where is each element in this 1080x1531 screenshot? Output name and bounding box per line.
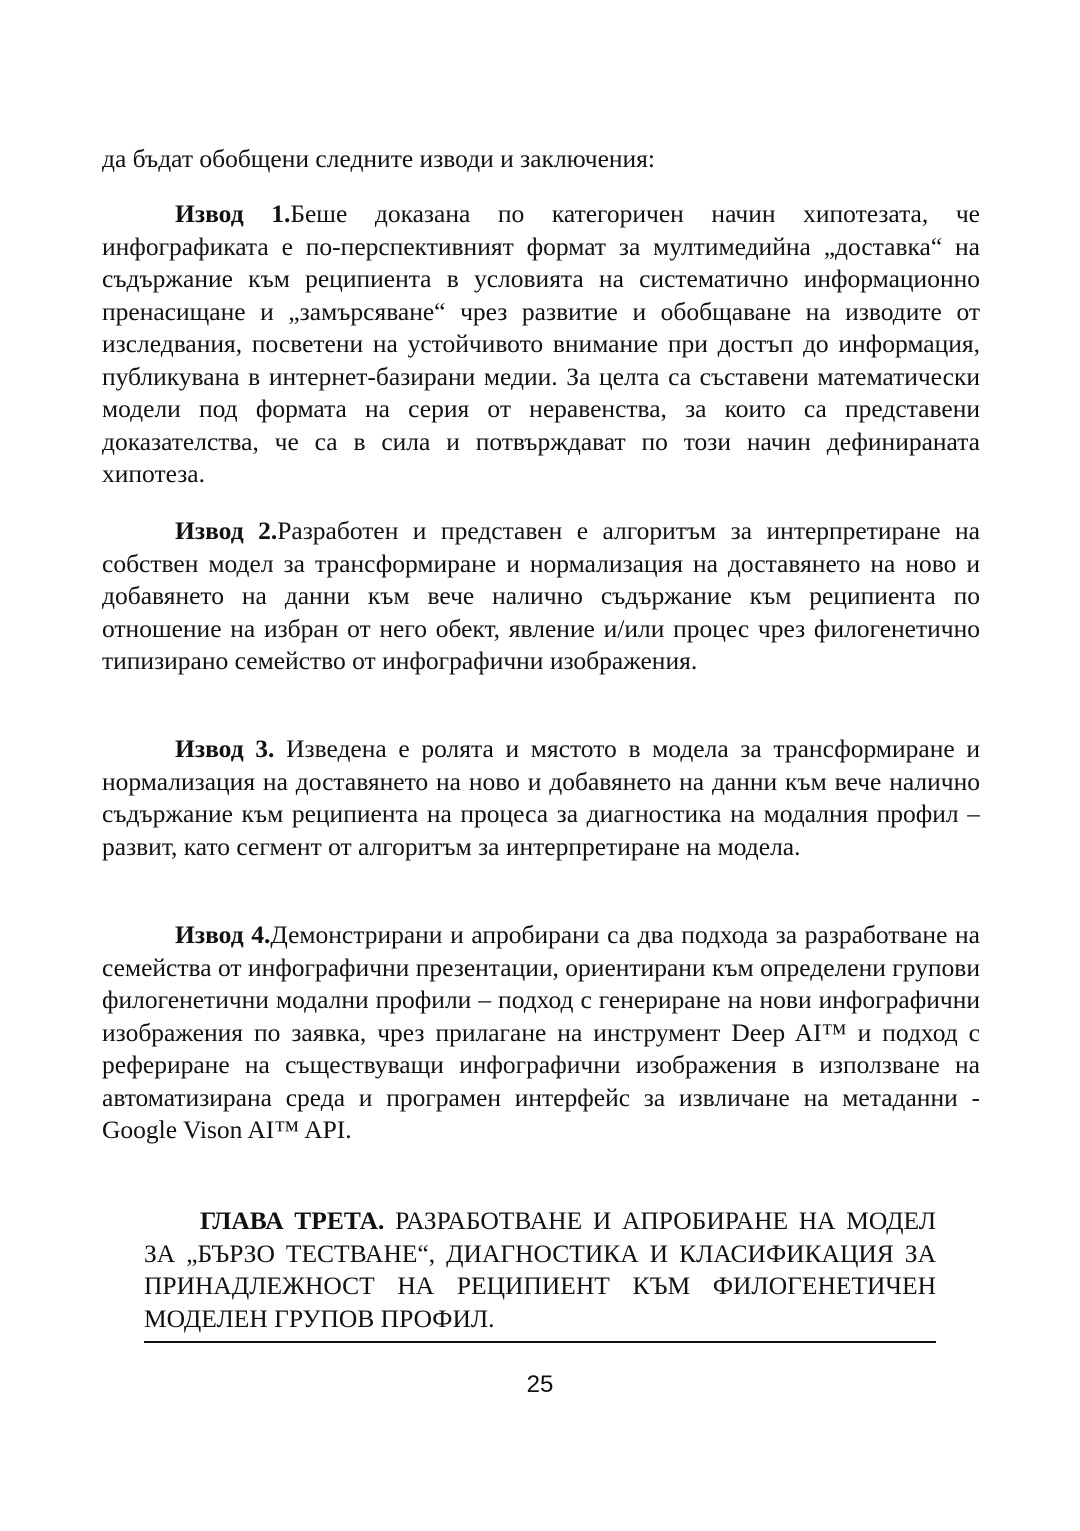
conclusion-4-text: Демонстрирани и апробирани са два подхода за разработване на семейства от инфографични презентации, ориентирани към определени групови филогенетични модални профили – подход с генериране на нови инфографични изображения по заявка, чрез прилагане на инструмент Deep AI™ и подход с рефериране на съществуващи инфографични изображения в използване на автоматизирана среда и програмен интерфейс за извличане на метаданни - Google Vison AI™ API. (102, 920, 980, 1144)
page-number: 25 (526, 1371, 554, 1398)
conclusion-2-text: Разработен и представен е алгоритъм за интерпретиране на собствен модел за трансформиране и нормализация на доставянето на ново и добавянето на данни към вече налично съдържание към реципиента по отношение на избран от него обект, явление и/или процес чрез филогенетично типизирано семейство от инфографични изображения. (102, 516, 981, 675)
conclusion-3-label: Извод 3. (175, 734, 275, 763)
conclusion-4 (102, 919, 980, 1147)
conclusion-1 (102, 198, 980, 491)
conclusion-1-text: Беше доказана по категоричен начин хипотезата, че инфографиката е по-перспективният формат за мултимедийна „доставка“ на съдържание към реципиента в условията на систематично информационно пренасищане и „замърсяване“ чрез развитие и обобщаване на изводите от изследвания, посветени на устойчивото внимание при достъп до информация, публикувана в интернет-базирани медии. За целта са съставени математически модели под формата на серия от неравенства, за които са представени доказателства, че са в сила и потвърждават по този начин дефинираната хипотеза. (102, 199, 980, 488)
chapter-label: ГЛАВА ТРЕТА. (200, 1206, 385, 1235)
conclusion-1-label: Извод 1. (175, 199, 291, 228)
conclusion-2-label: Извод 2. (175, 516, 278, 545)
chapter-title: РАЗРАБОТВАНЕ И АПРОБИРАНЕ НА МОДЕЛ ЗА „БЪРЗО ТЕСТВАНЕ“, ДИАГНОСТИКА И КЛАСИФИКАЦИЯ ЗА ПРИНАДЛЕЖНОСТ НА РЕЦИПИЕНТ КЪМ ФИЛОГЕНЕТИЧЕН МОДЕЛЕН ГРУПОВ ПРОФИЛ. (144, 1206, 937, 1333)
conclusion-3-text: Изведена е ролята и мястото в модела за трансформиране и нормализация на доставянето на ново и добавянето на данни към вече налично съдържание към реципиента на процеса за диагностика на модалния профил – развит, като сегмент от алгоритъм за интерпретиране на модела. (102, 734, 980, 861)
conclusion-2 (102, 515, 980, 678)
conclusion-3 (102, 733, 980, 863)
chapter-heading (144, 1205, 936, 1343)
conclusion-4-label: Извод 4. (175, 920, 271, 949)
intro-line: да бъдат обобщени следните изводи и заключения: (102, 144, 655, 173)
